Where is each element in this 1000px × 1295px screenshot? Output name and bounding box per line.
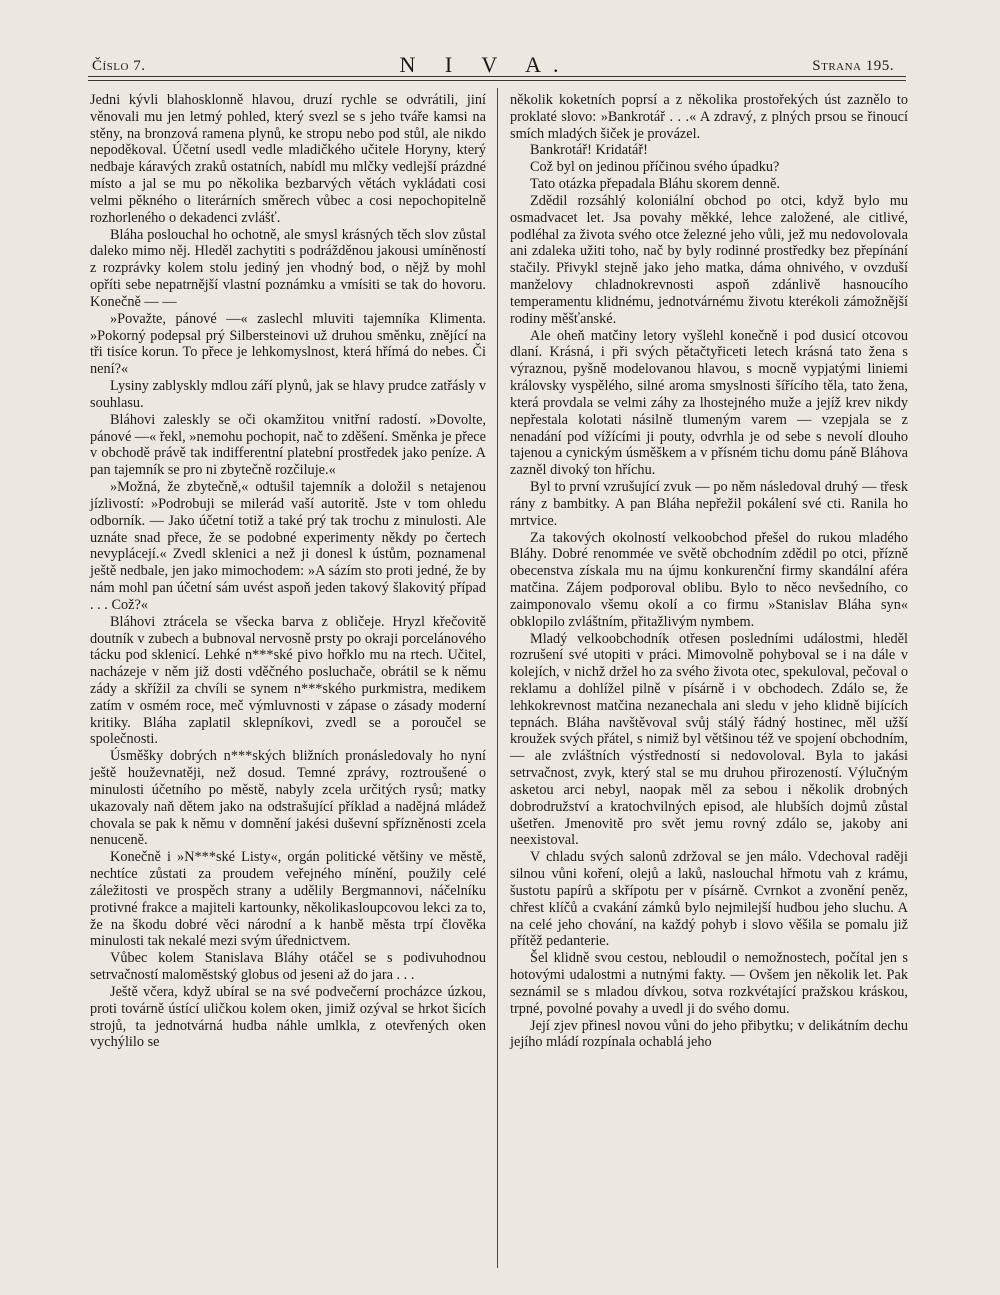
paragraph: Šel klidně svou cestou, nebloudil o nemožnostech, počítal jen s hotovými udalostmi a nutnými fakty. — Ovšem jen několik let. Pak seznámil se s mladou dívkou, sotva rozkvétající pražskou kráskou, trpné, povolné povahy a uvedl ji do svého domu. — [510, 950, 908, 1017]
paragraph: Vůbec kolem Stanislava Bláhy otáčel se s podivuhodnou setrvačností maloměstský globus od jeseni až do jara . . . — [90, 950, 486, 984]
paragraph: Úsměšky dobrých n***ských bližních pronásledovaly ho nyní ještě houževnatěji, než dosud. Temné zprávy, roztroušené o minulosti účetního po městě, nabyly zcela určitých rysů; matky ukazovaly naň dětem jako na odstrašující příklad a nadějná mládež chovala se pak k němu v domnění jakési duševní spřízněnosti zcela nenuceně. — [90, 748, 486, 849]
paragraph: Lysiny zablyskly mdlou září plynů, jak se hlavy prudce zatřásly v souhlasu. — [90, 378, 486, 411]
paragraph: Za takových okolností velkoobchod přešel do rukou mladého Bláhy. Dobré renommée ve světě obchodním zdědil po otci, přízně obecenstva získala mu na újmu konkurenční firmy skandální aféra matčina. Zájem podporoval oblibu. Bylo to něco nevšedního, co zaimponovalo všemu okolí a co firmu »Stanislav Bláha syn« obklopilo zvláštním, přitažlivým nymbem. — [510, 529, 908, 630]
journal-title: N I V A. — [399, 52, 571, 77]
issue-number: Číslo 7. — [92, 58, 146, 74]
paragraph: Mladý velkoobchodník otřesen posledními událostmi, hleděl rozrušení své utopiti v práci. Mimovolně pohyboval se i na dále v kolejích, v nichž držel ho za svého života otec, spekuloval, pečoval o reklamu a dohlížel pilně v písárně i v obchodech. Zdálo se, že lehkokrevnost matčina nezanechala ani sledu v jeho klidně bijících tepnách. Bláha navštěvoval svůj stálý řádný hostinec, měl užší kroužek svých přátel, s nimiž byl většinou též ve spojení obchodním, — ale zvláštních výstředností si nedovoloval. Byla to jakási setrvačnost, zvyk, který stal se mu druhou přirozeností. Výlučným asketou arci nebyl, naopak měl za sebou i několik drobných dobrodružství a kratochvilných episod, ale hlubších dojmů zůstal ušetřen. Jmenovitě pro svět jemu rovný zdálo se, jakoby ani neexistoval. — [510, 630, 908, 849]
paragraph: Bláha poslouchal ho ochotně, ale smysl krásných těch slov zůstal daleko mimo něj. Hleděl zachytiti s podrážděnou jakousi umíněností z rozprávky kolem stolu jediný jen vhodný bod, o nějž by mohl opříti sebe nepatrnější vlastní poznámku a vmísiti se tak do hovoru. Konečně — — — [90, 226, 486, 310]
column-divider — [497, 88, 498, 1268]
paragraph: Bláhovi ztrácela se všecka barva z obličeje. Hryzl křečovitě doutník v zubech a bubnoval nervosně prsty po okraji porcelánového tácku pod sklenicí. Lehké n***ské pivo hořklo mu na rtech. Učitel, nacházeje v něm již dosti vděčného posluchače, obrátil se k němu zády a skřížil za chvíli se synem n***ského purkmistra, medikem zatím v osmém roce, meč výmluvnosti v zápase o zásady moderní kritiky. Bláha zaplatil sklepníkovi, zvedl se a poroučel se společnosti. — [90, 613, 486, 748]
paragraph: V chladu svých salonů zdržoval se jen málo. Vdechoval raději silnou vůni koření, olejů a laků, naslouchal hřmotu vah z krámu, šustotu papírů a skřípotu per v písárně. Cvrnkot a zvonění peněz, chřest klíčů a cvakání zámků bylo nejmilejší hudbou jeho sluchu. A na celé jeho chování, na každý pohyb i slovo věšila se pomalu již přítěž pedanterie. — [510, 849, 908, 950]
paragraph: Ale oheň matčiny letory vyšlehl konečně i pod dusicí otcovou dlaní. Krásná, i při svých pětačtyřiceti letech krásná tato žena s výraznou, pyšně modelovanou hlavou, s mocně vypjatými liniemi královsky vyspělého, silné aroma smyslnosti šířícího těla, tato žena, která provdala se velmi záhy za lhostejného muže a jejíž krev nikdy nepřestala kolotati násilně tlumeným varem — vzepjala se z nenadání pod vížícími ji pouty, odvrhla je od sebe s nevolí dlouho tajenou a cynickým úsměškem a v přísném tichu domu páně Bláhova zazněl divoký ton hříchu. — [510, 327, 908, 479]
paragraph: Bankrotář! Kridatář! — [530, 142, 648, 159]
paragraph: Bláhovi zaleskly se oči okamžitou vnitřní radostí. »Dovolte, pánové —« řekl, »nemohu pochopit, nač to zděšení. Směnka je přece v obchodě právě tak indifferentní platební prostředek jako peníze. A pan tajemník se pro ni zbytečně rozčiluje.« — [90, 411, 486, 479]
paragraph: Což byl on jedinou příčinou svého úpadku? — [530, 159, 780, 176]
paragraph: Jedni kývli blahosklonně hlavou, druzí rychle se odvrátili, jiní věnovali mu jen letmý pohled, který svezl se s jeho tváře kamsi na stěny, na bronzová ramena plynů, ke stropu nebo pod stůl, ale nikdo nepoděkoval. Účetní usedl vedle mladičkého učitele Horyny, který nedbaje káravých zraků ostatních, nabídl mu mlčky vedlejší prázdné místo a jal se mu po několika bezbarvých větách vykládati cosi velmi pěkného o literárních směrech vůbec a cosi nepochopitelně rozhorleného o dekadenci zvlášť. — [90, 92, 486, 226]
paragraph: Zdědil rozsáhlý koloniální obchod po otci, když bylo mu osmadvacet let. Jsa povahy měkké, lehce založené, ale citlivé, podléhal za života svého otce železné jeho vůli, jež mu nedovolovala ani zdaleka užiti toho, nač by byly rodinné prostředky bez přepínání stačily. Přivykl stejně jako jeho matka, dáma ohnivého, v ovzduší manželovy chladnokrevnosti aspoň zdánlivě hasnoucího temperamentu klidnému, jednotvárnému životu kterékoli zámožnější rodiny měšťanské. — [510, 192, 908, 327]
paragraph: Její zjev přinesl novou vůni do jeho přibytku; v delikátním dechu jejího mládí rozpínala ochablá jeho — [510, 1017, 908, 1051]
left-column — [90, 92, 486, 1051]
paragraph: »Možná, že zbytečně,« odtušil tajemník a doložil s netajenou jízlivostí: »Podrobuji se milerád vaší autoritě. Jste v tom ohledu odborník. — Jako účetní totiž a také prý tak trochu z minulosti. Ale uznáte snad přece, že se podobné experimenty někdy po čertech nevyplácejí.« Zvedl sklenici a než ji donesl k ústům, poznamenal ještě nedbale, jen jako mimochodem: »A sázím sto proti jedné, že by nám mohl pan účetní sám uvést aspoň jeden takový šlakovitý případ . . . Což?« — [90, 479, 486, 613]
right-column — [510, 92, 908, 1051]
paragraph: Tato otázka přepadala Bláhu skorem denně. — [530, 176, 780, 193]
paragraph: několik koketních poprsí a z několika prostořekých úst zaznělo to proklaté slovo: »Bankrotář . . .« A zdravý, z plných prsou se řinoucí smích mladých šiček je provázel. — [510, 92, 908, 142]
header-rule-top — [88, 76, 906, 77]
paragraph: »Považte, pánové —« zaslechl mluviti tajemníka Klimenta. »Pokorný podepsal prý Silbersteinovi už druhou směnku, znějící na tři tisíce korun. To přece je lehkomyslnost, která hřímá do nebes. Či není?« — [90, 310, 486, 378]
paragraph: Konečně i »N***ské Listy«, orgán politické většiny ve městě, nechtíce zůstati za proudem veřejného mínění, použily celé záležitosti ve prospěch strany a udělily Bergmannovi, náčelníku protivné frakce a majiteli kartounky, několikasloupcovou lekci za to, že na škodu dobré věci národní a k hanbě města trpí člověka minulosti tak nekalé mezi svým úřednictvem. — [90, 849, 486, 950]
header-rule-bottom — [88, 80, 906, 81]
paragraph: Byl to první vzrušující zvuk — po něm následoval druhý — třesk rány z bambitky. A pan Bláha nepřežil pokálení své cti. Ranila ho mrtvice. — [510, 479, 908, 529]
page-number: Strana 195. — [812, 58, 894, 74]
paragraph: Ještě včera, když ubíral se na své podvečerní procházce úzkou, proti továrně ústící uličkou kolem oken, jimiž ozýval se hrkot šicích strojů, ta jednotvárná hudba náhle umlkla, z otevřených oken vychýlilo se — [90, 983, 486, 1051]
